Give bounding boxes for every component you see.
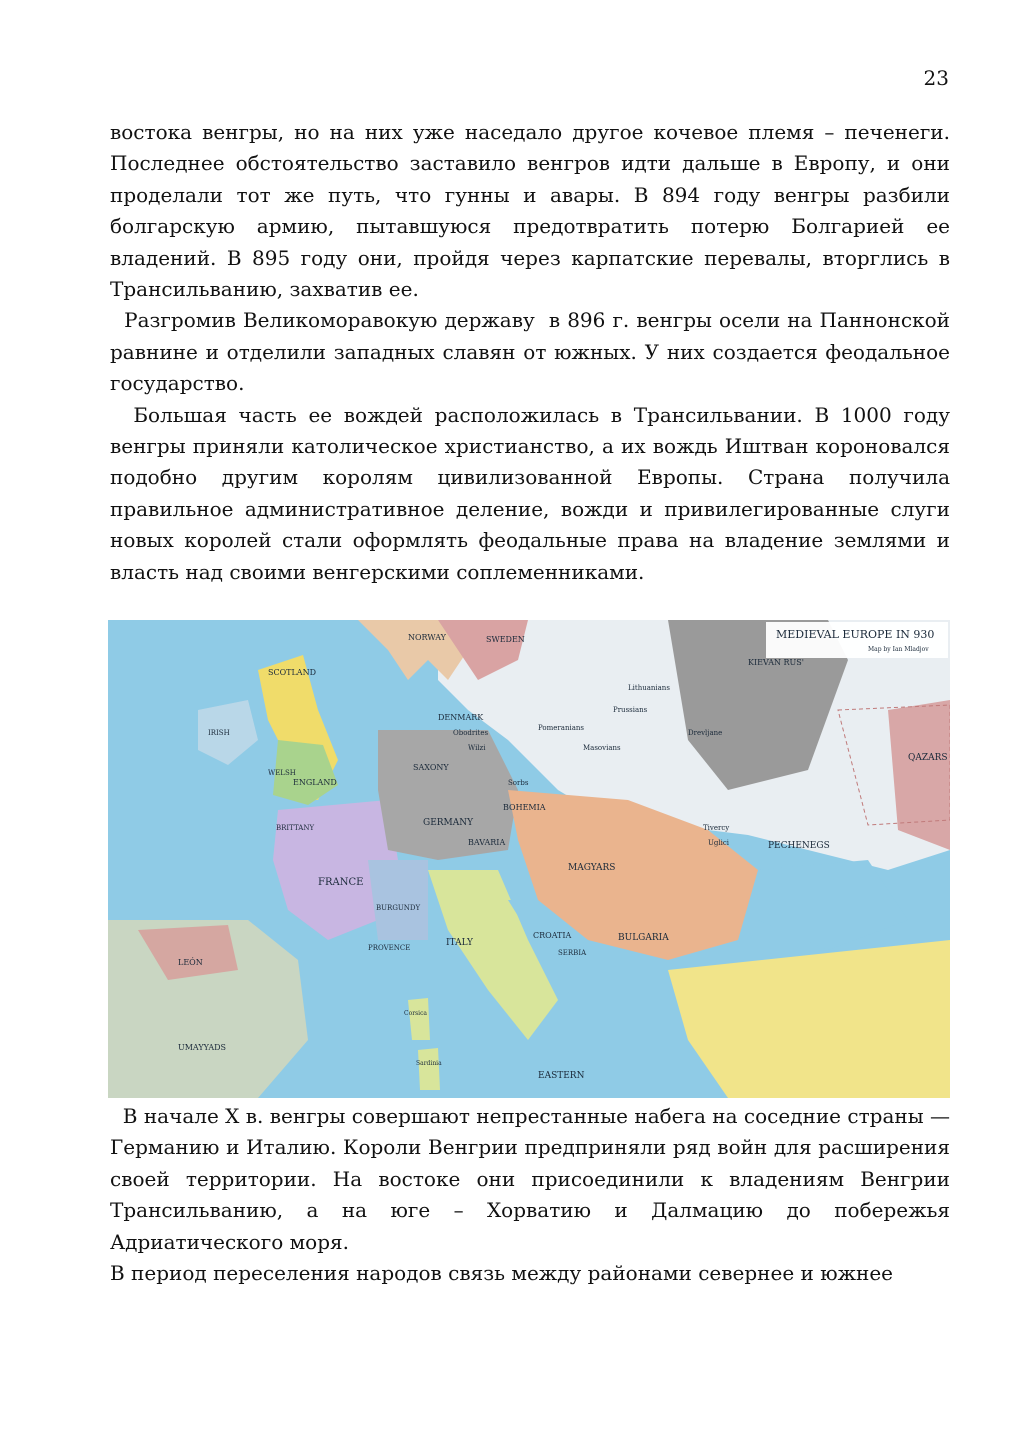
paragraph-4: В начале X в. венгры совершают непрестанные набега на соседние страны — Германию и Италию. Короли Венгрии предприняли ряд войн для расширения своей территории. На востоке они присоединили к владениям Венгрии Трансильванию, а на юге – Хорватию и Далмацию до побережья Адриатического моря. [110, 1104, 957, 1254]
map-label-welsh: WELSH [268, 769, 296, 777]
map-label-prussians: Prussians [613, 706, 648, 714]
map-label-masovians: Masovians [583, 744, 621, 752]
map-label-bavaria: BAVARIA [468, 838, 506, 847]
map-label-sorbs: Sorbs [508, 779, 529, 787]
map-label-uglici: Uglici [708, 839, 730, 847]
map-label-wilzi: Wilzi [468, 744, 486, 752]
map-label-pomeranians: Pomeranians [538, 724, 584, 732]
map-label-drevljane: Drevljane [688, 729, 723, 737]
map-label-germany: GERMANY [423, 818, 474, 828]
paragraph-1: востока венгры, но на них уже наседало другое кочевое племя – печенеги. Последнее обстоятельство заставило венгров идти дальше в Европу, и они проделали тот же путь, что гунны и авары. В 894 году венгры разбили болгарскую армию, пытавшуюся предотвратить потерю Болгарией ее владений. В 895 году они, пройдя через карпатские перевалы, вторглись в Трансильванию, захватив ее. [110, 120, 950, 302]
map-label-scotland: SCOTLAND [268, 668, 316, 677]
map-label-kievan-rus: KIEVAN RUS' [748, 658, 804, 667]
map-label-bulgaria: BULGARIA [618, 933, 669, 943]
map-credit: Map by Ian Mladjov [868, 646, 929, 653]
paragraph-2: Разгромив Великоморавокую державу в 896 г. венгры осели на Паннонской равнине и отделили западных славян от южных. У них создается феодальное государство. [110, 308, 957, 396]
map-label-croatia: CROATIA [533, 931, 572, 940]
map-label-france: FRANCE [318, 877, 364, 888]
map-label-england: ENGLAND [293, 778, 337, 787]
text-block-top [110, 117, 957, 588]
paragraph-3: Большая часть ее вождей расположилась в Трансильвании. В 1000 году венгры приняли католическое христианство, а их вождь Иштван короновался подобно другим королям цивилизованной Европы. Страна получила правильное административное деление, вожди и привилегированные слуги новых королей стали оформлять феодальные права на владение землями и власть над своими венгерскими соплеменниками. [110, 402, 957, 584]
map-label-lithuanians: Lithuanians [628, 684, 670, 692]
map-label-magyars: MAGYARS [568, 863, 616, 873]
map-label-provence: PROVENCE [368, 944, 411, 952]
map-label-burgundy: BURGUNDY [376, 904, 421, 912]
map-label-tivercy: Tivercy [703, 824, 730, 832]
map-label-saxony: SAXONY [413, 763, 449, 772]
map-label-sweden: SWEDEN [486, 635, 525, 644]
paragraph-5: В период переселения народов связь между районами севернее и южнее [110, 1261, 894, 1286]
map-label-obodrites: Obodrites [453, 729, 489, 737]
map-label-norway: NORWAY [408, 633, 446, 642]
map-label-leon: LEÓN [178, 958, 203, 967]
map-label-umayyads: UMAYYADS [178, 1043, 226, 1052]
map-title: MEDIEVAL EUROPE IN 930 [776, 628, 935, 641]
map-label-italy: ITALY [446, 938, 473, 948]
map-label-pechenegs: PECHENEGS [768, 841, 830, 851]
map-label-bohemia: BOHEMIA [503, 803, 546, 812]
map-label-serbia: SERBIA [558, 949, 587, 957]
map-label-qazars: QAZARS [908, 753, 948, 763]
text-block-bottom [110, 1101, 957, 1289]
map-label-sardinia: Sardinia [416, 1060, 442, 1067]
map-label-irish: IRISH [208, 729, 230, 737]
map-label-eastern: EASTERN [538, 1071, 585, 1081]
map-label-denmark: DENMARK [438, 713, 484, 722]
page-number: 23 [923, 66, 949, 90]
medieval-europe-map [108, 620, 950, 1098]
map-label-corsica: Corsica [404, 1010, 428, 1017]
map-label-brittany: BRITTANY [276, 824, 315, 832]
